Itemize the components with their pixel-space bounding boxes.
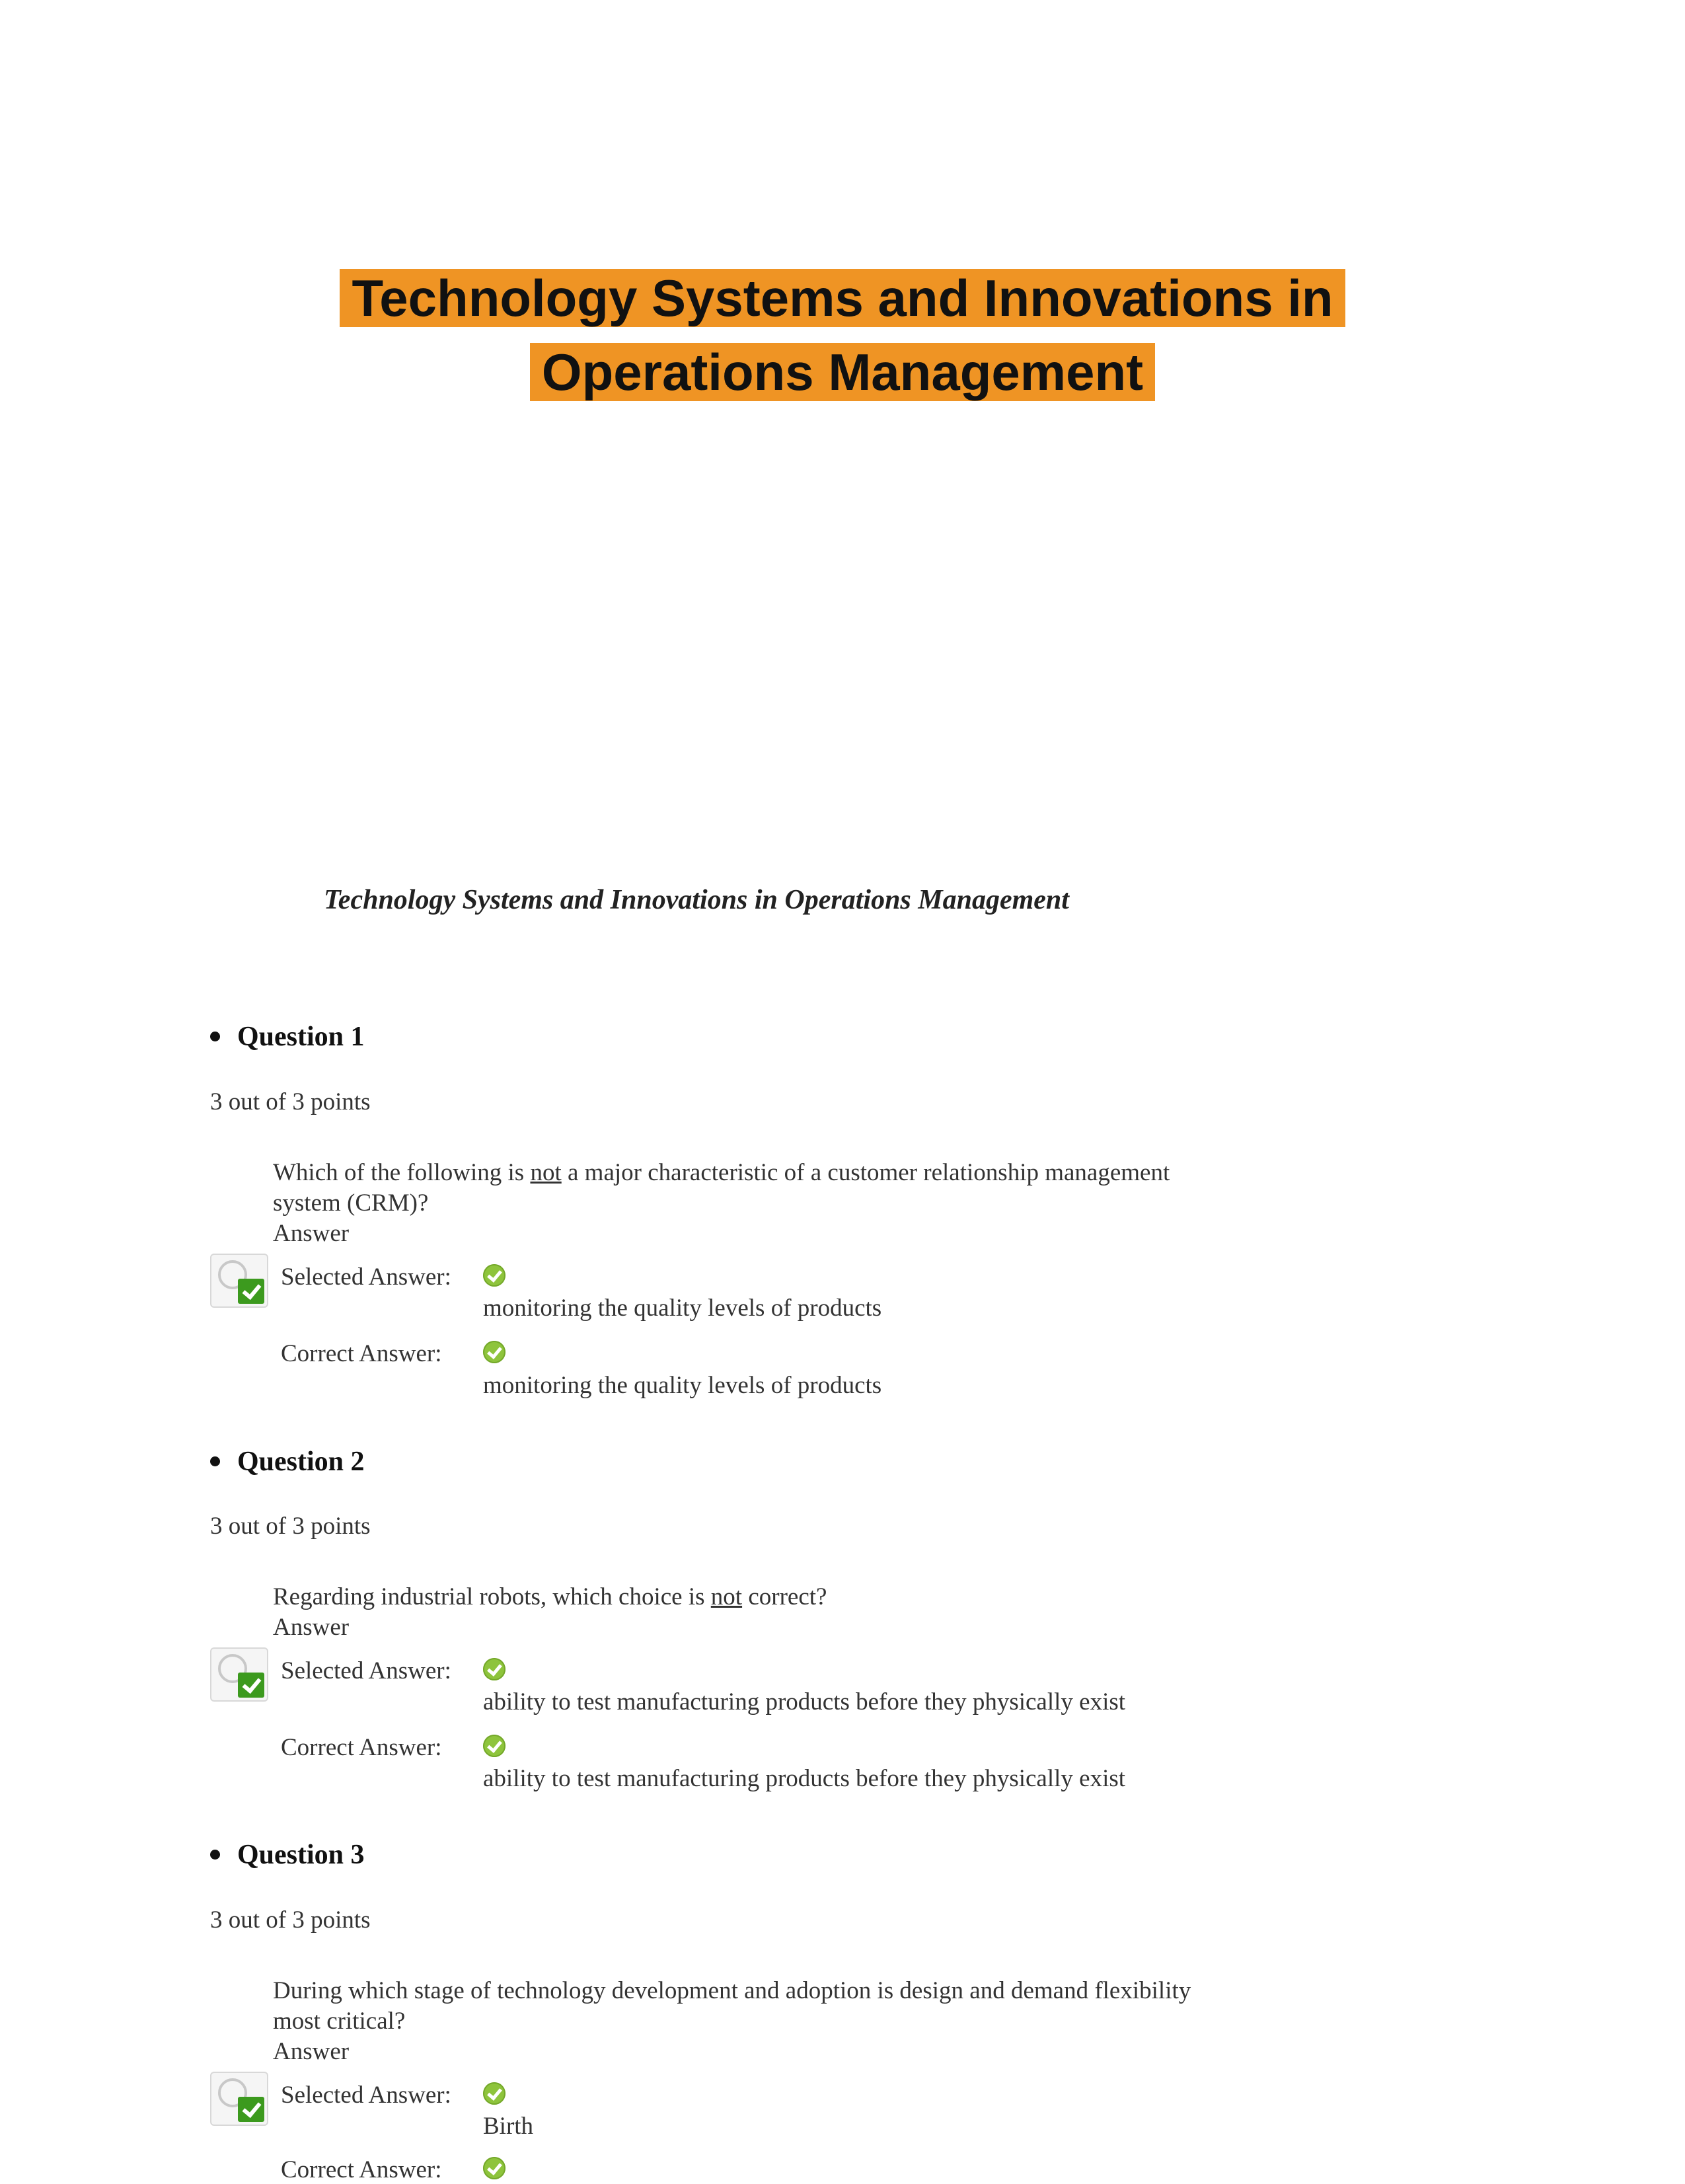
answer-label: Answer xyxy=(273,1614,350,1641)
question-2-heading xyxy=(210,1446,365,1478)
correct-answer-label: Correct Answer: xyxy=(281,2156,442,2183)
question-3-heading xyxy=(210,1839,365,1871)
banner-title xyxy=(0,261,1685,409)
answer-label: Answer xyxy=(273,1220,350,1247)
question-2-selected-answer: ability to test manufacturing products before they physically exist xyxy=(483,1688,1126,1715)
graded-correct-icon xyxy=(210,2072,268,2126)
question-3-selected-answer: Birth xyxy=(483,2113,534,2140)
question-1-correct-answer: monitoring the quality levels of products xyxy=(483,1372,882,1399)
question-2-points: 3 out of 3 points xyxy=(210,1513,371,1540)
check-icon xyxy=(483,1264,506,1287)
banner-title-line2: Operations Management xyxy=(530,343,1155,401)
graded-correct-icon xyxy=(210,1254,268,1308)
check-icon xyxy=(483,1341,506,1363)
correct-answer-label: Correct Answer: xyxy=(281,1734,442,1761)
question-1-selected-answer: monitoring the quality levels of products xyxy=(483,1295,882,1322)
question-2-text: Regarding industrial robots, which choice is not correct? Answer xyxy=(273,1583,827,1641)
answer-label: Answer xyxy=(273,2038,350,2065)
question-1-heading xyxy=(210,1021,365,1053)
bullet-icon xyxy=(210,1850,220,1860)
check-icon xyxy=(483,2082,506,2105)
question-3-points: 3 out of 3 points xyxy=(210,1906,371,1934)
question-3-title: Question 3 xyxy=(237,1840,365,1870)
question-3-text: During which stage of technology development and adoption is design and demand flexibility most critical? Answer xyxy=(273,1977,1191,2065)
question-2-correct-answer: ability to test manufacturing products before they physically exist xyxy=(483,1765,1126,1792)
banner-title-line1: Technology Systems and Innovations in xyxy=(340,269,1345,327)
selected-answer-label: Selected Answer: xyxy=(281,1263,451,1291)
selected-answer-label: Selected Answer: xyxy=(281,2082,451,2109)
question-2-title: Question 2 xyxy=(237,1447,365,1477)
selected-answer-label: Selected Answer: xyxy=(281,1657,451,1684)
document-title: Technology Systems and Innovations in Operations Management xyxy=(324,885,1069,915)
bullet-icon xyxy=(210,1032,220,1041)
check-icon xyxy=(483,2157,506,2179)
check-icon xyxy=(483,1658,506,1680)
graded-correct-icon xyxy=(210,1647,268,1702)
question-1-points: 3 out of 3 points xyxy=(210,1088,371,1115)
bullet-icon xyxy=(210,1456,220,1466)
question-1-title: Question 1 xyxy=(237,1022,365,1052)
question-1-text: Which of the following is not a major characteristic of a customer relationship management system (CRM)? Answer xyxy=(273,1159,1170,1247)
check-icon xyxy=(483,1735,506,1757)
correct-answer-label: Correct Answer: xyxy=(281,1340,442,1367)
